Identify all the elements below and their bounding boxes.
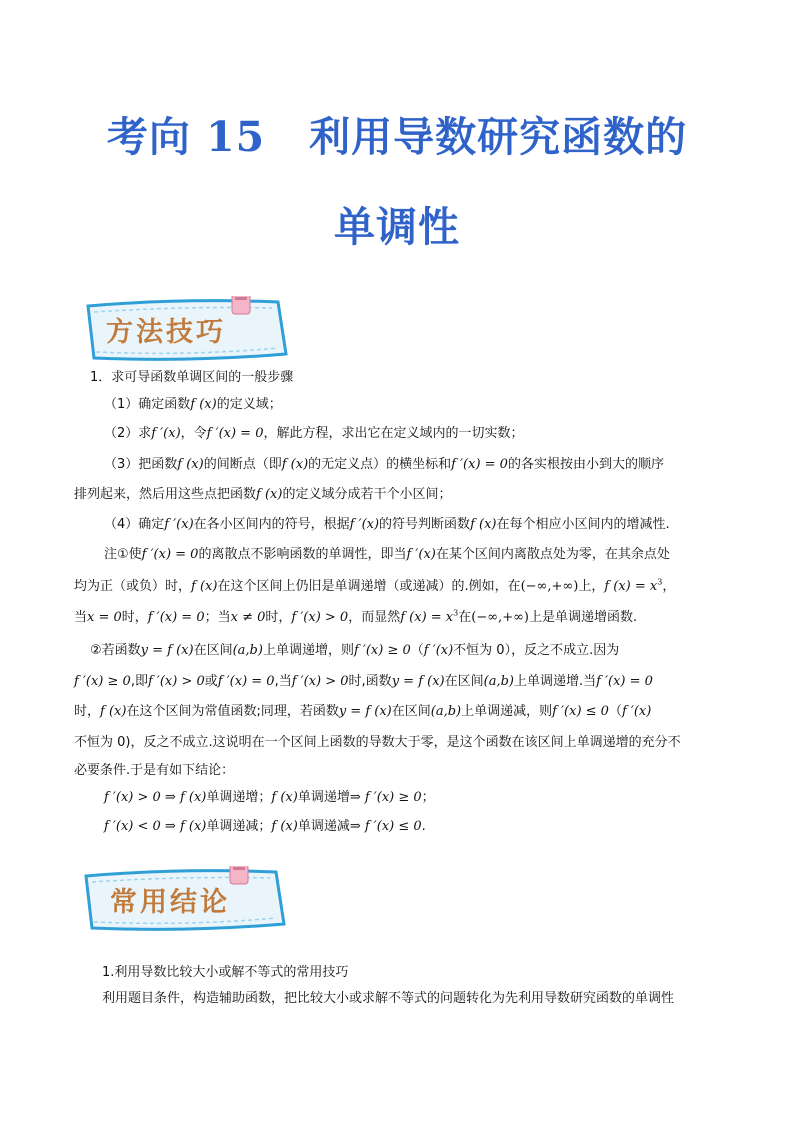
line-10: ②若函数y = f (x)在区间(a,b)上单调递增，则f ′(x) ≥ 0（f ′(x)不恒为 0），反之不成立.因为	[90, 643, 620, 658]
line-15: f ′(x) > 0 ⇒ f (x)单调递增；f (x)单调递增⇒ f ′(x) ≥ 0；	[104, 790, 435, 805]
line-13: 不恒为 0)，反之不成立.这说明在一个区间上函数的导数大于零，是这个函数在该区间上单调递增的充分不	[74, 735, 681, 750]
line-1: 1．求可导函数单调区间的一般步骤	[90, 370, 294, 385]
page-title-line2: 单调性	[334, 203, 460, 251]
line-5: 排列起来，然后用这些点把函数f (x)的定义域分成若干个小区间；	[74, 487, 452, 502]
title-prefix: 考向 15	[106, 113, 266, 161]
line-14: 必要条件.于是有如下结论：	[74, 763, 235, 778]
line-16: f ′(x) < 0 ⇒ f (x)单调递减；f (x)单调递减⇒ f ′(x) ≤ 0.	[104, 819, 426, 834]
page-title-line1	[0, 104, 794, 163]
section-badge-methods	[82, 296, 297, 364]
line-2: （1）确定函数f (x)的定义域；	[104, 397, 282, 412]
conclusion-line-2: 利用题目条件，构造辅助函数，把比较大小或求解不等式的问题转化为先利用导数研究函数的单调性	[102, 991, 675, 1006]
line-3: （2）求f ′(x)，令f ′(x) = 0，解此方程，求出它在定义域内的一切实数；	[104, 426, 524, 441]
line-12: 时，f (x)在这个区间为常值函数;同理，若函数y = f (x)在区间(a,b)上单调递减，则f ′(x) ≤ 0（f ′(x)	[74, 704, 652, 719]
section-badge-label: 常用结论	[110, 887, 230, 918]
line-9: 当x = 0时，f ′(x) = 0；当x ≠ 0时，f ′(x) > 0，而显然f $(x) = x^3$在(−∞,+∞)上是单调递增函数.	[74, 608, 638, 625]
line-4: （3）把函数f (x)的间断点（即f (x)的无定义点）的横坐标和f ′(x) = 0的各实根按由小到大的顺序	[104, 457, 664, 472]
line-8: 均为正（或负）时，f (x)在这个区间上仍旧是单调递增（或递减）的.例如，在(−∞,+∞)上，f $(x) = x^3$，	[74, 577, 676, 594]
conclusion-line-1: 1.利用导数比较大小或解不等式的常用技巧	[102, 965, 349, 980]
line-11: f ′(x) ≥ 0,即f ′(x) > 0或f ′(x) = 0,当f ′(x) > 0时,函数y = f (x)在区间(a,b)上单调递增.当f ′(x) = 0	[74, 674, 653, 689]
line-7: 注①使f ′(x) = 0的离散点不影响函数的单调性，即当f ′(x)在某个区间内离散点处为零，在其余点处	[104, 547, 670, 562]
section-badge-label: 方法技巧	[106, 317, 226, 348]
line-6: （4）确定f ′(x)在各小区间内的符号，根据f ′(x)的符号判断函数f (x)在每个相应小区间内的增减性.	[104, 517, 670, 532]
title-main: 利用导数研究函数的	[309, 113, 688, 161]
section-badge-conclusions	[80, 866, 295, 934]
